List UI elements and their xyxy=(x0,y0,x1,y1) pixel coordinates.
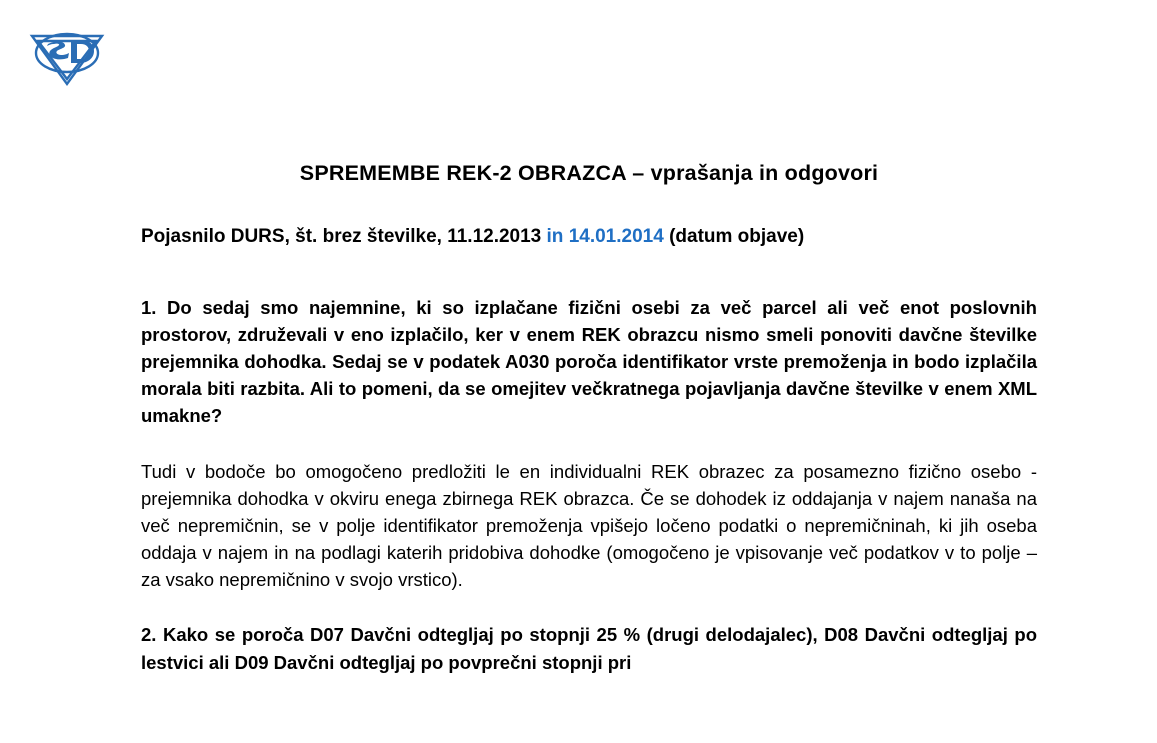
sd-logo xyxy=(24,26,110,90)
answer-1: Tudi v bodoče bo omogočeno predložiti le en individualni REK obrazec za posamezno fizično osebo - prejemnika dohodka v okviru enega zbirnega REK obrazca. Če se dohodek iz oddajanja v najem nanaša na več nepremičnin, se v polje identifikator premoženja vpišejo ločeno podatki o nepremičninah, ki jih oseba oddaja v najem in na podlagi katerih pridobiva dohodke (omogočeno je vpisovanje več podatkov v to polje – za vsako nepremičnino v svojo vrstico). xyxy=(141,460,1037,591)
subtitle-prefix: Pojasnilo DURS, št. brez številke, 11.12.2013 xyxy=(141,225,547,247)
question-2: 2. Kako se poroča D07 Davčni odtegljaj po stopnji 25 % (drugi delodajalec), D08 Davčni odtegljaj po lestvici ali D09 Davčni odtegljaj po povprečni stopnji pri xyxy=(141,624,1037,673)
page-title: SPREMEMBE REK-2 OBRAZCA – vprašanja in odgovori xyxy=(299,161,879,185)
subtitle-suffix: (datum objave) xyxy=(663,225,805,247)
question-1: 1. Do sedaj smo najemnine, ki so izplačane fizični osebi za več parcel ali več enot poslovnih prostorov, združevali v eno izplačilo, ker v enem REK obrazcu nismo smeli ponoviti davčne številke prejemnika dohodka. Sedaj se v podatek A030 poroča identifikator vrste premoženja in bodo izplačila morala biti razbita. Ali to pomeni, da se omejitev večkratnega pojavljanja davčne številke v enem XML umakne? xyxy=(141,296,1037,427)
document-subtitle xyxy=(141,225,1037,250)
subtitle-accent-date: in 14.01.2014 xyxy=(546,225,664,247)
document-body xyxy=(141,160,1037,694)
